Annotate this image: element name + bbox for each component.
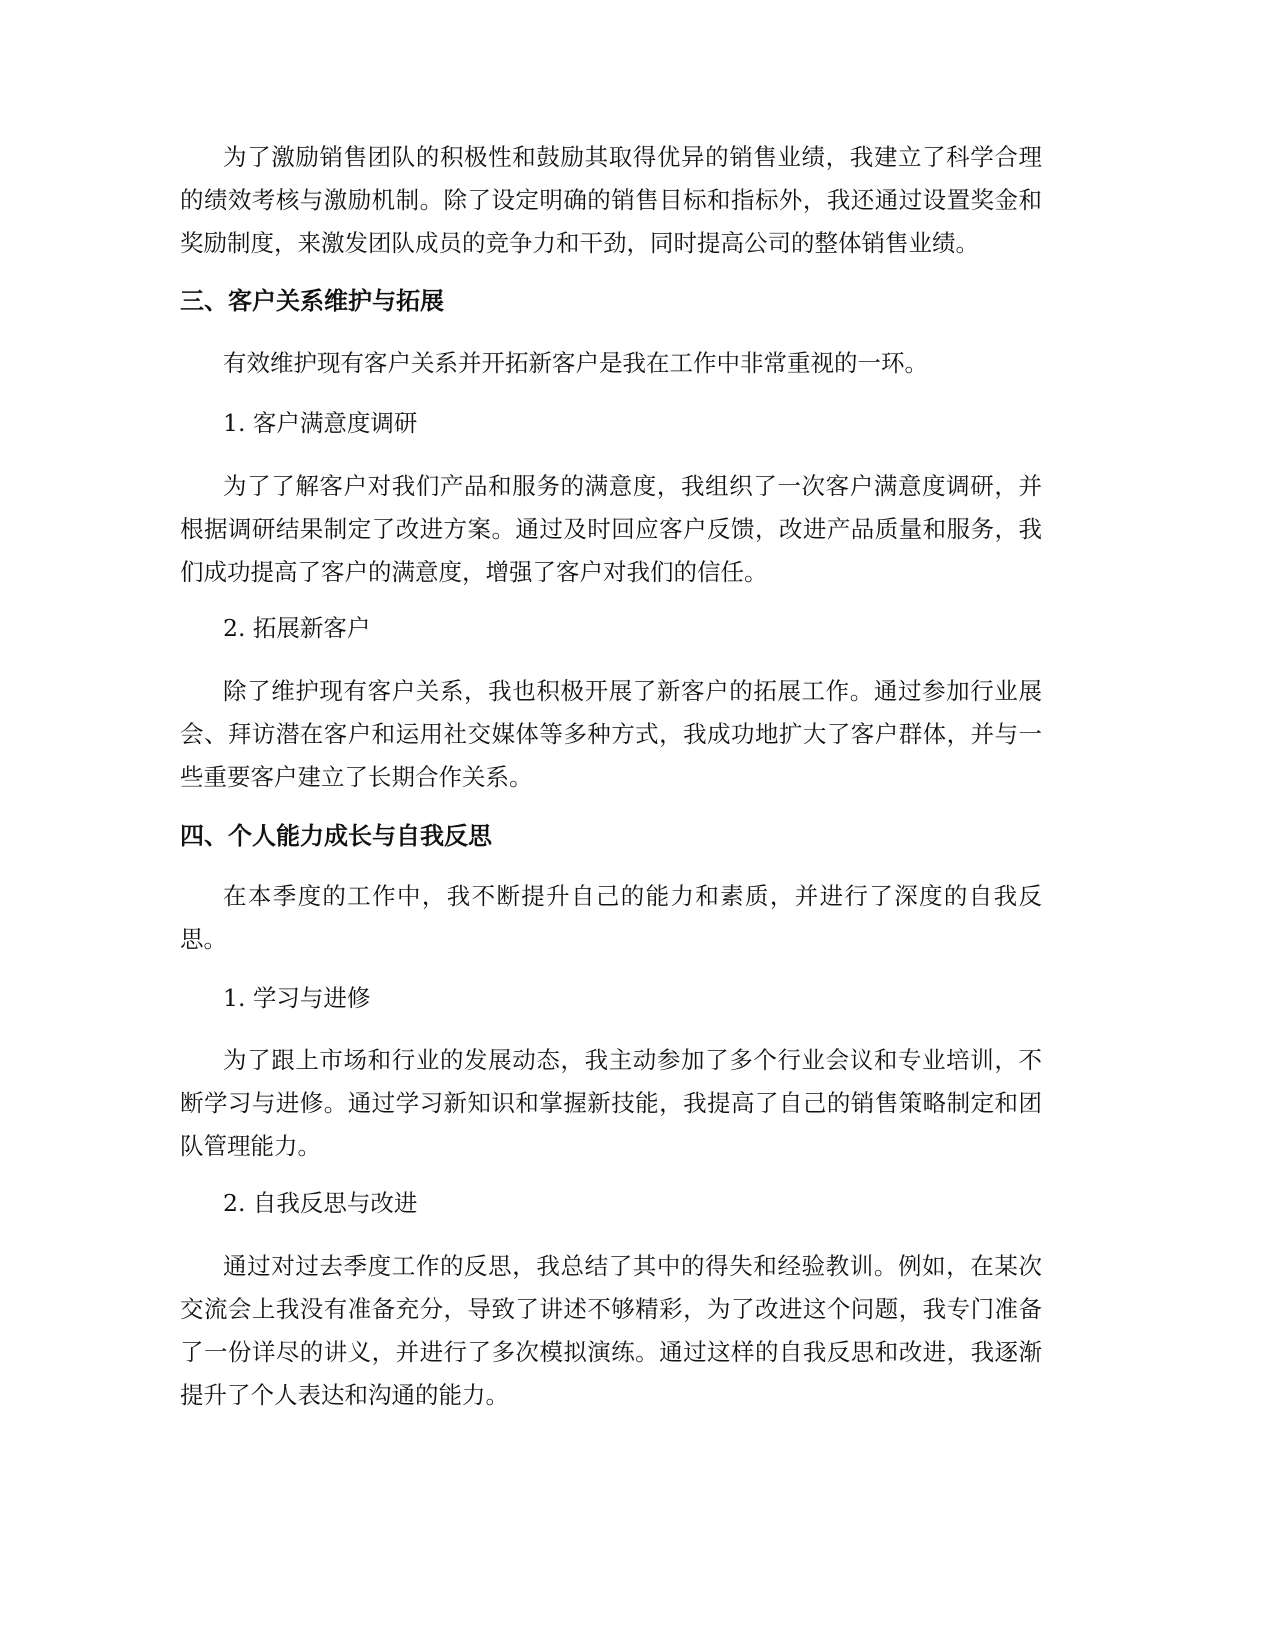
paragraph-learning: 为了跟上市场和行业的发展动态，我主动参加了多个行业会议和专业培训，不断学习与进修。通过学习新知识和掌握新技能，我提高了自己的销售策略制定和团队管理能力。 xyxy=(180,1046,1042,1160)
subheading-self-reflection: 2. 自我反思与改进 xyxy=(223,1189,418,1217)
subheading-new-customers: 2. 拓展新客户 xyxy=(223,614,371,642)
subheading-learning: 1. 学习与进修 xyxy=(223,984,371,1012)
paragraph-self-reflection: 通过对过去季度工作的反思，我总结了其中的得失和经验教训。例如，在某次交流会上我没有准备充分，导致了讲述不够精彩，为了改进这个问题，我专门准备了一份详尽的讲义，并进行了多次模拟演练。通过这样的自我反思和改进，我逐渐提升了个人表达和沟通的能力。 xyxy=(180,1252,1042,1409)
paragraph-customer-relations-intro: 有效维护现有客户关系并开拓新客户是我在工作中非常重视的一环。 xyxy=(223,349,928,377)
paragraph-incentive-mechanism: 为了激励销售团队的积极性和鼓励其取得优异的销售业绩，我建立了科学合理的绩效考核与激励机制。除了设定明确的销售目标和指标外，我还通过设置奖金和奖励制度，来激发团队成员的竞争力和干劲，同时提高公司的整体销售业绩。 xyxy=(180,143,1042,257)
section-heading-customer-relations: 三、客户关系维护与拓展 xyxy=(180,287,444,315)
paragraph-personal-growth-intro: 在本季度的工作中，我不断提升自己的能力和素质，并进行了深度的自我反思。 xyxy=(180,882,1042,953)
subheading-satisfaction-survey: 1. 客户满意度调研 xyxy=(223,409,418,437)
paragraph-satisfaction-survey: 为了了解客户对我们产品和服务的满意度，我组织了一次客户满意度调研，并根据调研结果制定了改进方案。通过及时回应客户反馈，改进产品质量和服务，我们成功提高了客户的满意度，增强了客户对我们的信任。 xyxy=(180,472,1042,586)
paragraph-new-customers: 除了维护现有客户关系，我也积极开展了新客户的拓展工作。通过参加行业展会、拜访潜在客户和运用社交媒体等多种方式，我成功地扩大了客户群体，并与一些重要客户建立了长期合作关系。 xyxy=(180,677,1042,791)
section-heading-personal-growth: 四、个人能力成长与自我反思 xyxy=(180,822,492,850)
